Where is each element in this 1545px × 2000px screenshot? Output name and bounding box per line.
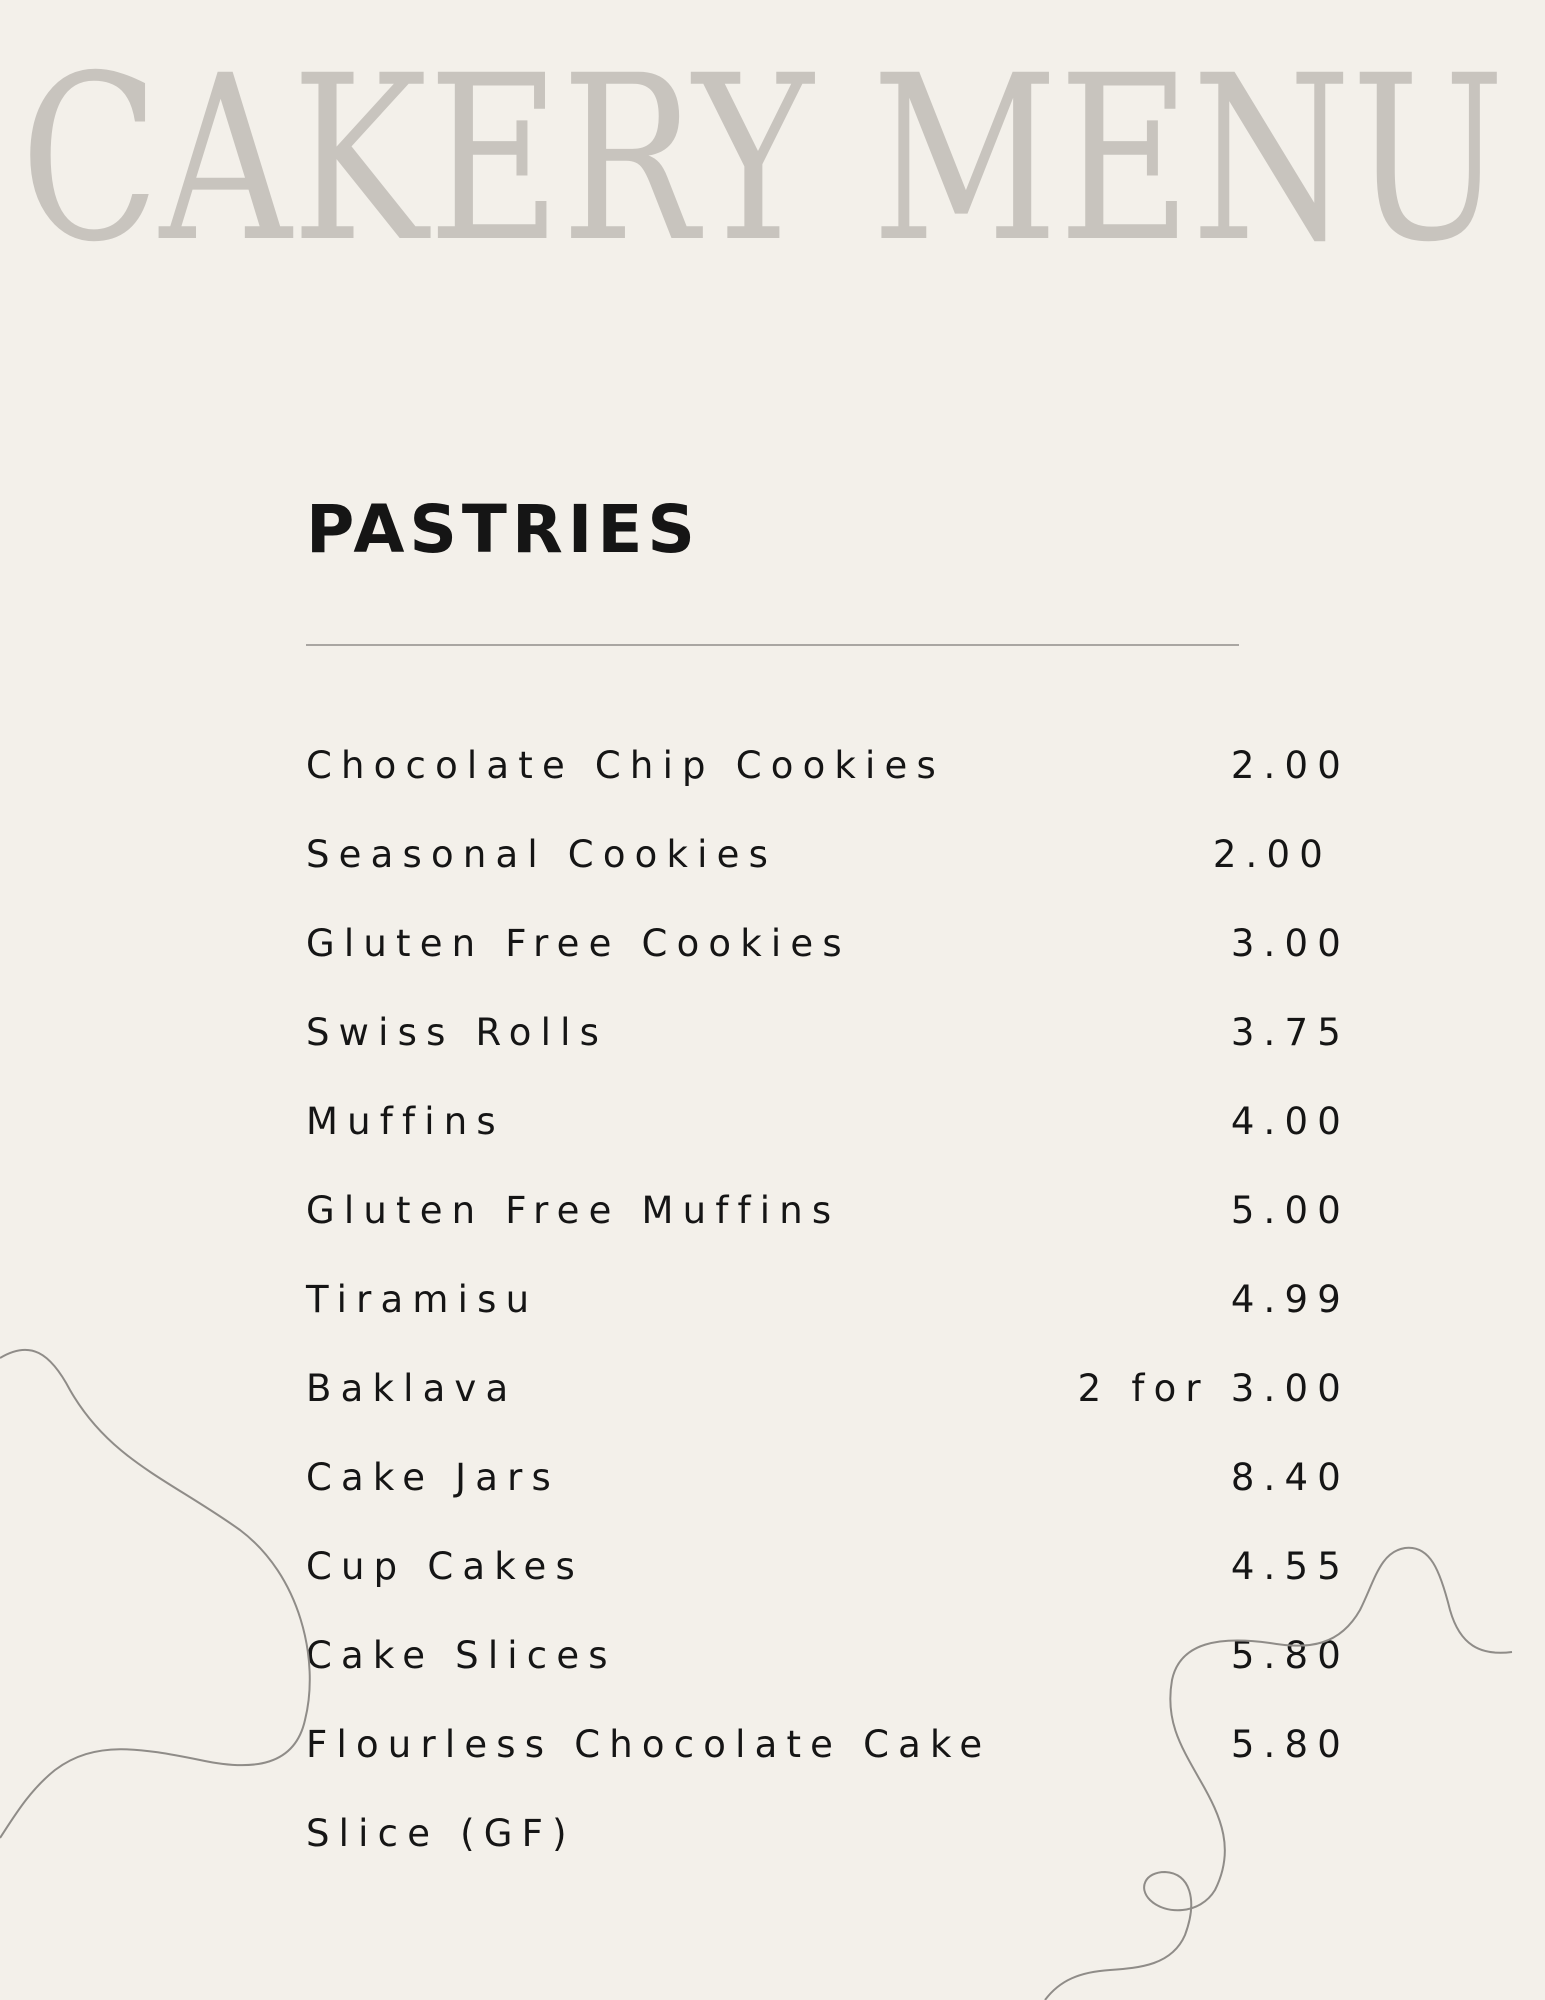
left-squiggle-line [0,1350,310,1838]
menu-item-name: Flourless Chocolate Cake [306,1723,992,1766]
menu-item-price: 3.75 [1230,1011,1350,1054]
menu-item [306,1266,1350,1355]
section-title: PASTRIES [306,491,700,568]
menu-item-name: Cake Slices [306,1634,617,1677]
menu-item [306,1622,1350,1711]
menu-item [306,732,1350,821]
menu-item [306,1711,1350,1800]
menu-item-price: 4.00 [1230,1100,1350,1143]
menu-item-price: 4.55 [1230,1545,1350,1588]
menu-item-price: 2.00 [1230,744,1350,787]
menu-item-price: 5.00 [1230,1189,1350,1232]
menu-item [306,1088,1350,1177]
menu-item-name: Gluten Free Muffins [306,1189,841,1232]
menu-item-name: Chocolate Chip Cookies [306,744,945,787]
menu-item-name: Slice (GF) [306,1812,576,1855]
menu-item-name: Baklava [306,1367,518,1410]
menu-item [306,1800,1350,1889]
menu-item-price: 4.99 [1230,1278,1350,1321]
menu-item-price: 5.80 [1230,1634,1350,1677]
section-divider [306,644,1239,646]
menu-item-price: 3.00 [1230,922,1350,965]
menu-item [306,910,1350,999]
menu-header-title-svg [20,20,1525,260]
menu-item-name: Muffins [306,1100,505,1143]
menu-item-name: Swiss Rolls [306,1011,609,1054]
menu-item-name: Cake Jars [306,1456,561,1499]
menu-item-name: Gluten Free Cookies [306,922,851,965]
menu-header-title-text: CAKERY MENU [20,26,1505,260]
menu-item-price: 8.40 [1230,1456,1350,1499]
menu-item [306,821,1350,910]
menu-item [306,1444,1350,1533]
menu-item-name: Seasonal Cookies [306,833,778,876]
menu-list [306,732,1350,1889]
menu-item [306,999,1350,1088]
menu-item-name: Cup Cakes [306,1545,584,1588]
menu-item-price: 2.00 [1212,833,1332,876]
menu-item [306,1355,1350,1444]
menu-header-title [20,20,1525,260]
menu-item [306,1177,1350,1266]
menu-item-price: 2 for 3.00 [1077,1367,1350,1410]
menu-item [306,1533,1350,1622]
menu-item-price: 5.80 [1230,1723,1350,1766]
menu-item-name: Tiramisu [306,1278,539,1321]
